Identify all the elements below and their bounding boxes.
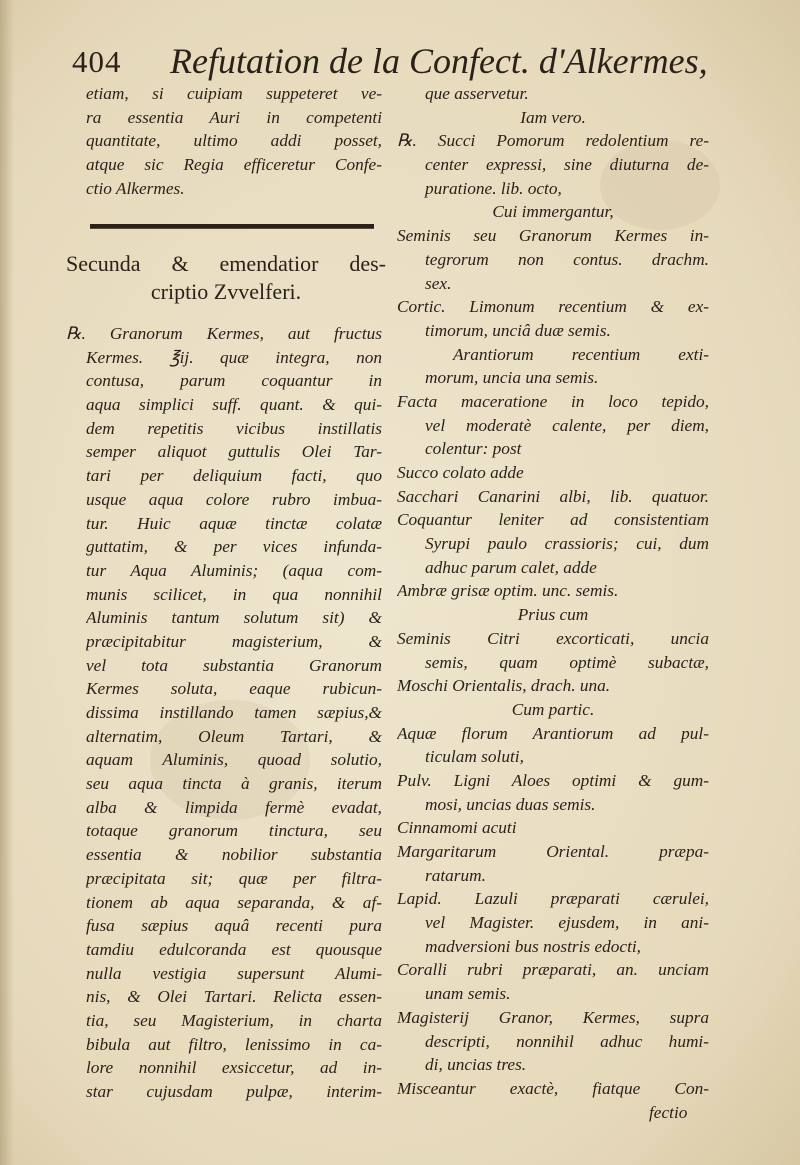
text-line: dem repetitis vicibus instillatis [86, 418, 382, 438]
text-line: guttatim, & per vices infunda- [86, 537, 382, 557]
text-line: atque sic Regia efficeretur Confe- [86, 155, 382, 175]
text-line: vel Magister. ejusdem, in ani- [425, 913, 709, 933]
text-line: tur. Huic aquæ tinctæ colatæ [86, 513, 382, 533]
text-line: Cinnamomi acuti [397, 818, 517, 838]
text-line: Seminis seu Granorum Kermes in- [397, 226, 709, 246]
text-line: Cui immergantur, [492, 202, 614, 222]
text-line: Coquantur leniter ad consistentiam [397, 510, 709, 530]
text-line: Lapid. Lazuli præparati cærulei, [397, 889, 709, 909]
text-line: Coralli rubri præparati, an. unciam [397, 960, 709, 980]
text-line: Aquæ florum Arantiorum ad pul- [397, 723, 709, 743]
text-line: usque aqua colore rubro imbua- [86, 489, 382, 509]
text-line: tamdiu edulcoranda est quousque [86, 939, 382, 959]
text-line: alba & limpida fermè evadat, [86, 797, 382, 817]
text-line: Succo colato adde [397, 463, 524, 482]
text-line: fusa sæpius aquâ recenti pura [86, 916, 382, 936]
text-line: Iam vero. [520, 107, 586, 127]
text-line: ℞. Succi Pomorum redolentium re- [397, 131, 709, 151]
text-line: descripti, nonnihil adhuc humi- [425, 1031, 709, 1051]
text-line: di, uncias tres. [425, 1055, 527, 1075]
page-number: 404 [72, 44, 122, 79]
text-line: Ambræ grisæ optim. unc. semis. [397, 581, 619, 601]
text-line: Facta maceratione in loco tepido, [397, 391, 709, 411]
text-line: morum, uncia una semis. [425, 368, 599, 388]
text-line: Margaritarum Oriental. præpa- [397, 842, 709, 861]
right-column [397, 82, 709, 1124]
text-line: tari per deliquium facti, quo [86, 466, 382, 486]
text-line: Aluminis tantum solutum sit) & [86, 608, 382, 628]
text-line: essentia & nobilior substantia [86, 845, 382, 865]
text-line: contusa, parum coquantur in [86, 371, 382, 391]
text-line: Kermes. ℥ij. quæ integra, non [86, 347, 382, 367]
text-line: tegrorum non contus. drachm. [425, 249, 709, 269]
text-line: Prius cum [517, 605, 589, 625]
text-line: lore nonnihil exsiccetur, ad in- [86, 1058, 382, 1078]
text-line: ratarum. [425, 865, 486, 885]
text-line: Sacchari Canarini albi, lib. quatuor. [397, 486, 709, 506]
text-line: præcipitabitur magisterium, & [86, 631, 382, 651]
text-line: Seminis Citri excorticati, uncia [397, 628, 709, 648]
text-line: vel tota substantia Granorum [86, 655, 382, 675]
text-line: aquam Aluminis, quoad solutio, [86, 750, 382, 770]
text-line: mosi, uncias duas semis. [425, 794, 596, 814]
text-line: adhuc parum calet, adde [425, 557, 597, 577]
text-line: vel moderatè calente, per diem, [425, 415, 709, 435]
text-line: nis, & Olei Tartari. Relicta essen- [86, 987, 382, 1007]
text-line: semper aliquot guttulis Olei Tar- [86, 442, 382, 462]
text-line: puratione. lib. octo, [425, 178, 562, 198]
text-line: sex. [425, 273, 452, 293]
page-gutter-shadow [0, 0, 14, 1165]
text-line: tia, seu Magisterium, in charta [86, 1010, 382, 1030]
section-divider [90, 224, 374, 229]
text-line: ctio Alkermes. [86, 178, 185, 198]
text-line: Moschi Orientalis, drach. una. [397, 676, 611, 696]
text-line: seu aqua tincta à granis, iterum [86, 774, 382, 794]
text-line: dissima instillando tamen sæpius,& [86, 703, 382, 722]
text-line: Pulv. Ligni Aloes optimi & gum- [397, 770, 709, 790]
text-line: Kermes soluta, eaque rubicun- [86, 679, 382, 699]
text-line: unam semis. [425, 984, 511, 1004]
text-line: colentur: post [425, 439, 522, 459]
text-line: præcipitata sit; quæ per filtra- [86, 868, 382, 888]
text-line: tionem ab aqua separanda, & af- [86, 892, 382, 912]
text-line: Cortic. Limonum recentium & ex- [397, 297, 709, 317]
left-column-body [66, 322, 382, 1104]
text-line: Syrupi paulo crassioris; cui, dum [425, 534, 709, 554]
text-line: ℞. Granorum Kermes, aut fructus [66, 324, 382, 343]
text-line: quantitate, ultimo addi posset, [86, 131, 382, 151]
section-heading [66, 250, 386, 306]
text-line: fectio [649, 1102, 688, 1122]
left-column-top [86, 82, 382, 200]
text-line: star cujusdam pulpæ, interim- [86, 1082, 382, 1101]
text-line: semis, quam optimè subactæ, [425, 652, 709, 672]
text-line: timorum, unciâ duæ semis. [425, 320, 611, 340]
text-line: tur Aqua Aluminis; (aqua com- [86, 560, 382, 580]
text-line: Cum partic. [511, 699, 595, 719]
text-line: Arantiorum recentium exti- [453, 344, 709, 364]
text-line: munis scilicet, in qua nonnihil [86, 584, 382, 604]
text-line: ra essentia Auri in competenti [86, 107, 382, 127]
text-line: nulla vestigia supersunt Alumi- [86, 963, 382, 983]
text-line: etiam, si cuipiam suppeteret ve- [86, 84, 382, 103]
text-line: Misceantur exactè, fiatque Con- [397, 1078, 709, 1098]
text-line: center expressi, sine diuturna de- [425, 155, 709, 175]
text-line: totaque granorum tinctura, seu [86, 821, 382, 841]
text-line: bibula aut filtro, lenissimo in ca- [86, 1034, 382, 1054]
text-line: ticulam soluti, [425, 747, 524, 767]
running-title: Refutation de la Confect. d'Alkermes, [170, 41, 708, 81]
text-line: Magisterij Granor, Kermes, supra [397, 1007, 709, 1027]
text-line: aqua simplici suff. quant. & qui- [86, 395, 382, 415]
section-heading-line: criptio Zvvelferi. [150, 279, 302, 304]
text-line: alternatim, Oleum Tartari, & [86, 726, 382, 746]
text-line: madversioni bus nostris edocti, [425, 936, 642, 956]
section-heading-line: Secunda & emendatior des- [66, 251, 386, 276]
text-line: que asservetur. [425, 84, 529, 103]
